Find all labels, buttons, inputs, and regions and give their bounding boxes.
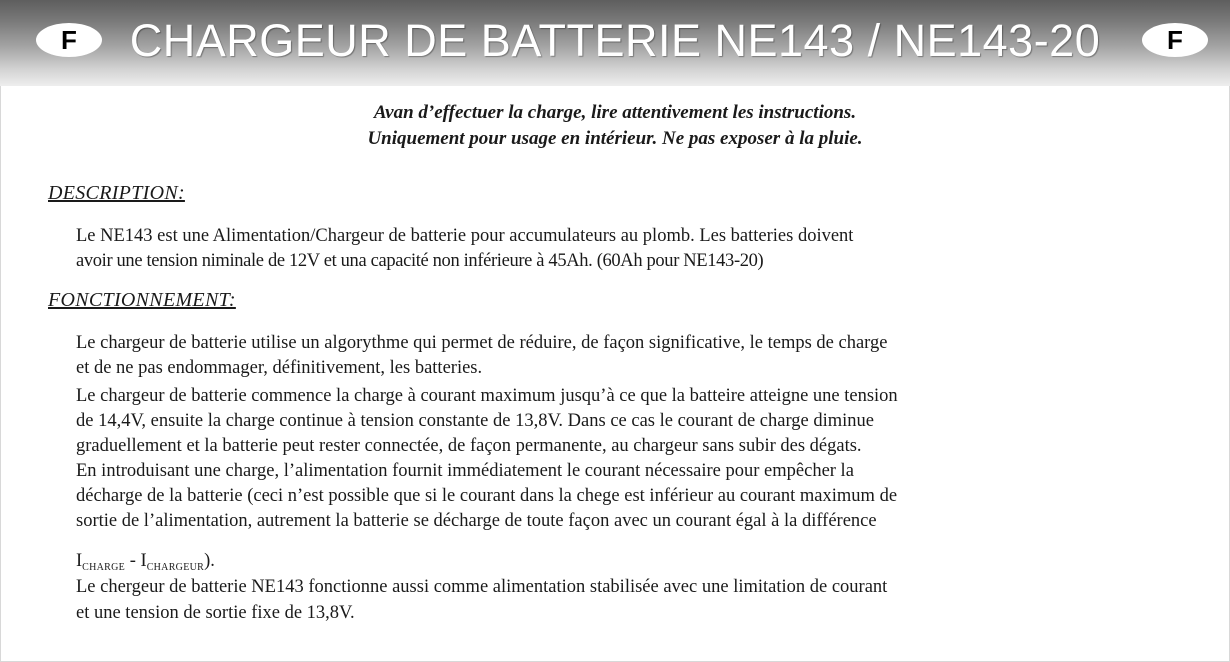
- fonctionnement-line: Le chargeur de batterie utilise un algorythme qui permet de réduire, de façon significative, le temps de charge: [76, 333, 888, 353]
- fonctionnement-line: et de ne pas endommager, définitivement, les batteries.: [76, 358, 483, 378]
- fonctionnement-line: En introduisant une charge, l’alimentation fournit immédiatement le courant nécessaire pour empêcher la: [76, 461, 854, 481]
- language-badge-left: F: [36, 23, 102, 57]
- warning-line-2: Uniquement pour usage en intérieur. Ne pas exposer à la pluie.: [367, 128, 863, 149]
- fonctionnement-line: et une tension de sortie fixe de 13,8V.: [76, 603, 355, 623]
- fonctionnement-line: graduellement et la batterie peut rester connectée, de façon permanente, au chargeur sans subir des dégats.: [76, 436, 862, 456]
- header-banner: [0, 0, 1230, 86]
- fonctionnement-line: sortie de l’alimentation, autrement la batterie se décharge de toute façon avec un courant égal à la différence: [76, 511, 877, 531]
- fonctionnement-line: de 14,4V, ensuite la charge continue à tension constante de 13,8V. Dans ce cas le courant de charge diminue: [76, 411, 874, 431]
- language-badge-right: F: [1142, 23, 1208, 57]
- description-line: avoir une tension niminale de 12V et una capacité non inférieure à 45Ah. (60Ah pour NE143-20): [76, 251, 764, 271]
- fonctionnement-line: Le chergeur de batterie NE143 fonctionne aussi comme alimentation stabilisée avec une limitation de courant: [76, 577, 888, 597]
- description-line: Le NE143 est une Alimentation/Chargeur de batterie pour accumulateurs au plomb. Les batteries doivent: [76, 226, 854, 246]
- formula-end: ).: [204, 551, 215, 571]
- formula-separator: -: [125, 551, 141, 571]
- formula-symbol-i: I: [76, 551, 83, 571]
- fonctionnement-heading: FONCTIONNEMENT:: [48, 289, 236, 311]
- warning-line-1: Avan d’effectuer la charge, lire attentivement les instructions.: [373, 102, 857, 123]
- formula-subscript-charge: CHARGE: [82, 562, 126, 573]
- description-heading: DESCRIPTION:: [48, 182, 185, 204]
- fonctionnement-line: décharge de la batterie (ceci n’est possible que si le courant dans la chege est inférieur au courant maximum de: [76, 486, 898, 506]
- fonctionnement-line: Le chargeur de batterie commence la charge à courant maximum jusqu’à ce que la batteire atteigne une tension: [76, 386, 898, 406]
- formula-symbol-i: I: [140, 551, 147, 571]
- formula-subscript-chargeur: CHARGEUR: [146, 562, 205, 573]
- document-title: CHARGEUR DE BATTERIE NE143 / NE143-20: [129, 15, 1101, 66]
